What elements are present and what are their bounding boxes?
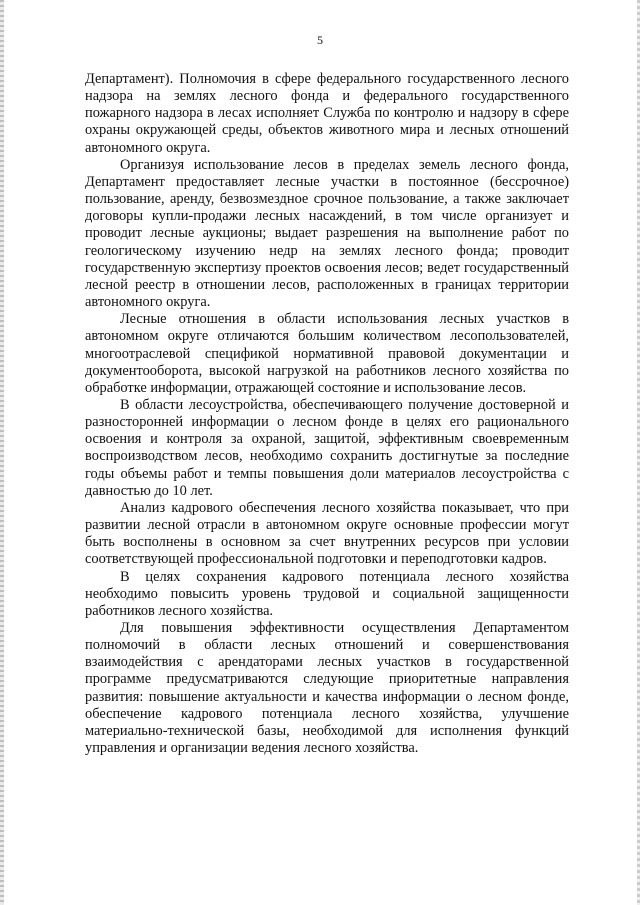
paragraph-3: Лесные отношения в области использования лесных участков в автономном округе отличаются большим количеством лесопользователей, многоотраслевой спецификой нормативной правовой документации и документооборота, высокой нагрузкой на работников лесного хозяйства по обработке информации, отражающей состояние и использование лесов. bbox=[85, 311, 569, 396]
paragraph-4: В области лесоустройства, обеспечивающего получение достоверной и разносторонней информации о лесном фонде в целях его рационального освоения и контроля за охраной, защитой, эффективным своевременным воспроизводством лесов, необходимо сохранить достигнутые за последние годы объемы работ и темпы повышения доли материалов лесоустройства с давностью до 10 лет. bbox=[85, 396, 569, 499]
paragraph-1: Департамент). Полномочия в сфере федерального государственного лесного надзора на землях лесного фонда и федерального государственного пожарного надзора в лесах исполняет Служба по контролю и надзору в сфере охраны окружающей среды, объектов животного мира и лесных отношений автономного округа. bbox=[85, 71, 569, 156]
paragraph-7: Для повышения эффективности осуществления Департаментом полномочий в области лесных отношений и совершенствования взаимодействия с арендаторами лесных участков в государственной программе предусматриваются следующие приоритетные направления развития: повышение актуальности и качества информации о лесном фонде, обеспечение кадрового потенциала лесного хозяйства, улучшение материально-технической базы, необходимой для исполнения функций управления и организации ведения лесного хозяйства. bbox=[85, 620, 569, 757]
paragraph-6: В целях сохранения кадрового потенциала лесного хозяйства необходимо повысить уровень трудовой и социальной защищенности работников лесного хозяйства. bbox=[85, 568, 569, 619]
document-body bbox=[85, 71, 569, 757]
page-number: 5 bbox=[317, 33, 323, 47]
paragraph-2: Организуя использование лесов в пределах земель лесного фонда, Департамент предоставляет лесные участки в постоянное (бессрочное) пользование, аренду, безвозмездное срочное пользование, а также заключает договоры купли-продажи лесных насаждений, в том числе организует и проводит лесные аукционы; выдает разрешения на выполнение работ по геологическому изучению недр на землях лесного фонда; проводит государственную экспертизу проектов освоения лесов; ведет государственный лесной реестр в отношении лесов, расположенных в границах территории автономного округа. bbox=[85, 156, 569, 311]
scan-edge-left bbox=[0, 0, 4, 905]
paragraph-5: Анализ кадрового обеспечения лесного хозяйства показывает, что при развитии лесной отрасли в автономном округе основные профессии могут быть восполнены в основном за счет внутренних ресурсов при условии соответствующей профессиональной подготовки и переподготовки кадров. bbox=[85, 499, 569, 568]
